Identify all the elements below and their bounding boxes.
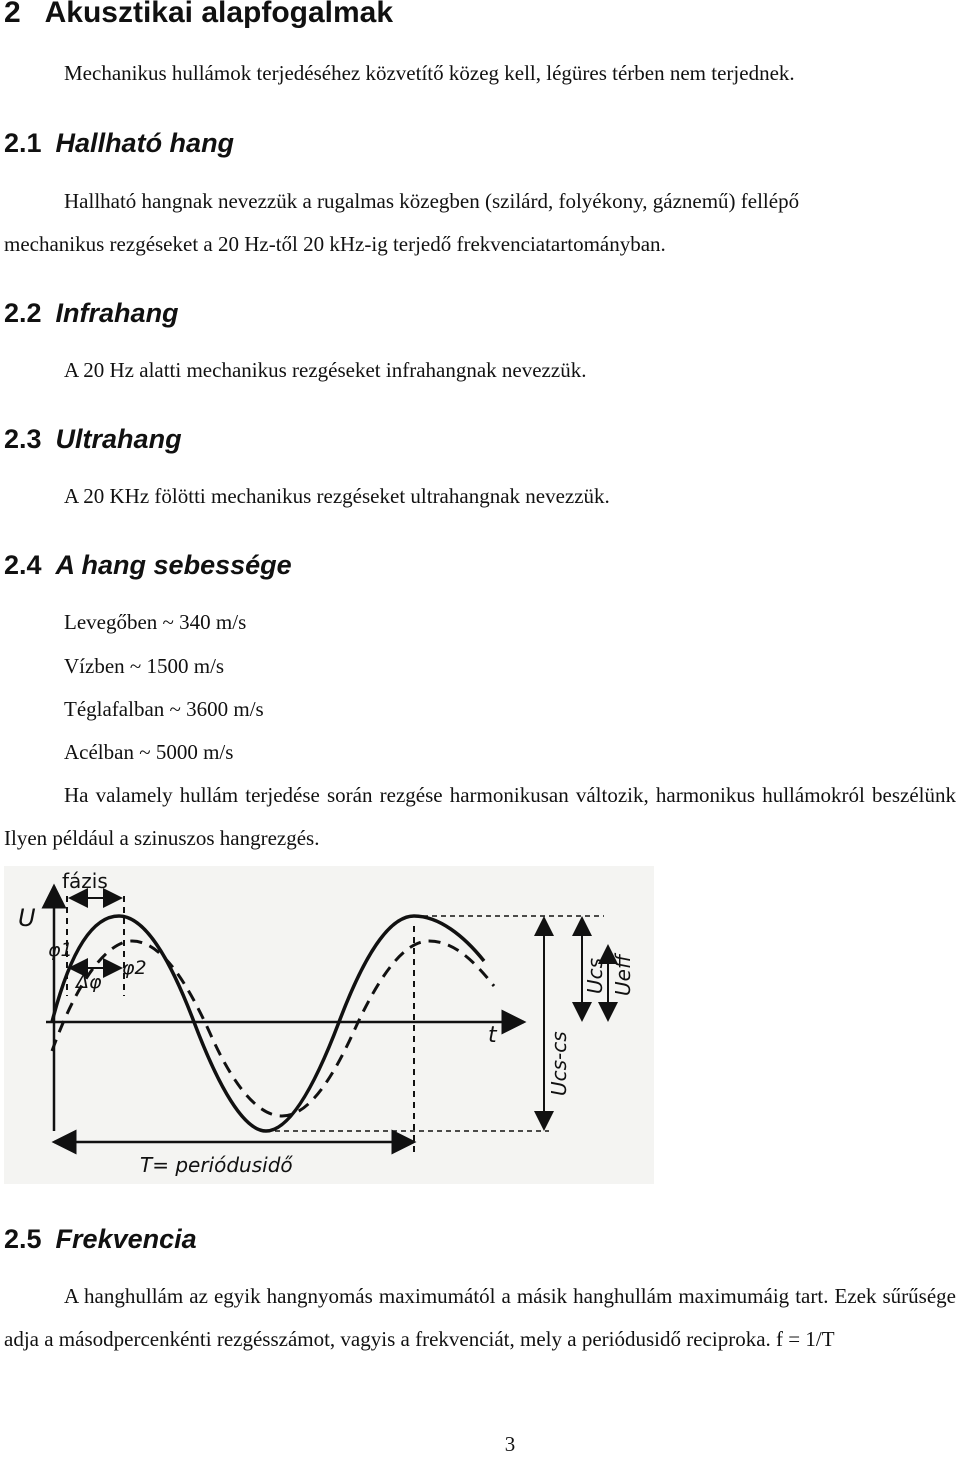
section-2-2-heading (4, 298, 179, 329)
section-title: Infrahang (55, 298, 179, 328)
section-number: 2.5 (4, 1224, 42, 1254)
section-number: 2.2 (4, 298, 42, 328)
s21-line2: mechanikus rezgéseket a 20 Hz-től 20 kHz-ig terjedő frekvenciatartományban. (4, 232, 666, 256)
section-2-1-heading (4, 128, 234, 159)
label-phi1: φ1 (48, 939, 73, 961)
s21-line1: Hallható hangnak nevezzük a rugalmas közegben (szilárd, folyékony, gáznemű) fellépő (64, 189, 800, 213)
label-period: T= periódusidő (140, 1153, 293, 1177)
s23-text: A 20 KHz fölötti mechanikus rezgéseket ultrahangnak nevezzük. (64, 484, 610, 508)
section-title: A hang sebessége (55, 550, 292, 580)
sine-wave-figure (4, 866, 654, 1184)
label-u: U (18, 904, 36, 932)
label-t: t (488, 1023, 497, 1048)
label-delta-phi: Δφ (76, 971, 102, 993)
label-ucs: Ucs (583, 957, 607, 994)
sine-wave-diagram (4, 866, 654, 1184)
section-number: 2.3 (4, 424, 42, 454)
intro-text: Mechanikus hullámok terjedéséhez közvetítő közeg kell, légüres térben nem terjednek. (64, 61, 795, 85)
speed-air: Levegőben ~ 340 m/s (64, 610, 247, 634)
section-title: Ultrahang (55, 424, 182, 454)
section-2-5-heading (4, 1224, 197, 1255)
s25-paragraph-text: A hanghullám az egyik hangnyomás maximumától a másik hanghullám maximumáig tart. Ezek sűrűsége adja a másodpercenkénti rezgésszámot, vagyis a frekvenciát, mely a periódusidő reciproka. f = 1/T (4, 1284, 956, 1351)
section-number: 2.1 (4, 128, 42, 158)
s22-text: A 20 Hz alatti mechanikus rezgéseket infrahangnak nevezzük. (64, 358, 587, 382)
page-number: 3 (504, 1432, 516, 1456)
section-number: 2.4 (4, 550, 42, 580)
speed-steel: Acélban ~ 5000 m/s (64, 740, 234, 764)
figure-background (4, 866, 654, 1184)
chapter-number: 2 (4, 0, 21, 29)
chapter-title-text: Akusztikai alapfogalmak (44, 0, 394, 29)
section-2-4-heading (4, 550, 292, 581)
label-ueff: Ueff (611, 954, 635, 996)
section-title: Frekvencia (55, 1224, 197, 1254)
label-fazis: fázis (62, 869, 108, 893)
speed-brick: Téglafalban ~ 3600 m/s (64, 697, 264, 721)
s24-paragraph-text: Ha valamely hullám terjedése során rezgése harmonikusan változik, harmonikus hullámokról beszélünk Ilyen például a szinuszos hangrezgés. (4, 783, 956, 850)
section-2-3-heading (4, 424, 182, 455)
label-ucscs: Ucs-cs (547, 1031, 571, 1096)
speed-water: Vízben ~ 1500 m/s (64, 654, 225, 678)
s24-paragraph (4, 774, 956, 860)
label-phi2: φ2 (122, 957, 147, 979)
chapter-title (4, 0, 393, 30)
section-title: Hallható hang (55, 128, 235, 158)
s25-paragraph (4, 1275, 956, 1361)
